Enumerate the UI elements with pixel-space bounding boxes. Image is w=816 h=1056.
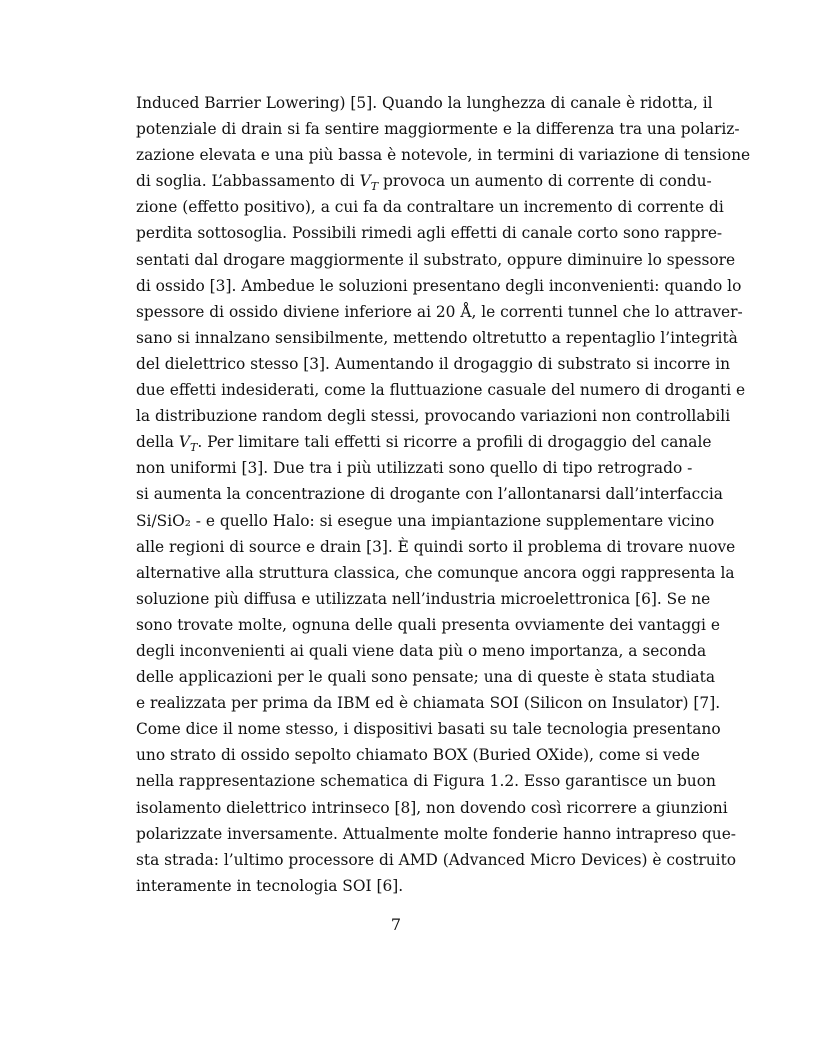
text-line: sano si innalzano sensibilmente, mettendo oltretutto a repentaglio l’integrità bbox=[136, 328, 738, 347]
text-line: di soglia. L’abbassamento di $V_T$ provoca un aumento di corrente di condu- bbox=[136, 172, 712, 194]
text-line: sentati dal drogare maggiormente il substrato, oppure diminuire lo spessore bbox=[136, 250, 736, 269]
text-line: due effetti indesiderati, come la fluttuazione casuale del numero di droganti e bbox=[136, 381, 746, 400]
text-line: si aumenta la concentrazione di drogante con l’allontanarsi dall’interfaccia bbox=[136, 485, 723, 504]
text-line: delle applicazioni per le quali sono pensate; una di queste è stata studiata bbox=[136, 668, 716, 687]
text-line: interamente in tecnologia SOI [6]. bbox=[136, 876, 404, 895]
text-line: sta strada: l’ultimo processore di AMD (Advanced Micro Devices) è costruito bbox=[136, 850, 737, 869]
text-line: degli inconvenienti ai quali viene data più o meno importanza, a seconda bbox=[136, 641, 707, 660]
text-line: potenziale di drain si fa sentire maggiormente e la differenza tra una polariz- bbox=[136, 120, 740, 139]
text-line: nella rappresentazione schematica di Figura 1.2. Esso garantisce un buon bbox=[136, 772, 716, 791]
text-line: polarizzate inversamente. Attualmente molte fonderie hanno intrapreso que- bbox=[136, 824, 737, 843]
text-line: la distribuzione random degli stessi, provocando variazioni non controllabili bbox=[136, 407, 731, 426]
text-line: zione (effetto positivo), a cui fa da contraltare un incremento di corrente di bbox=[136, 198, 724, 217]
text-line: Induced Barrier Lowering) [5]. Quando la lunghezza di canale è ridotta, il bbox=[136, 94, 713, 112]
text-line: di ossido [3]. Ambedue le soluzioni presentano degli inconvenienti: quando lo bbox=[136, 276, 742, 295]
text-line: isolamento dielettrico intrinseco [8], non dovendo così ricorrere a giunzioni bbox=[136, 798, 728, 817]
text-line: alternative alla struttura classica, che comunque ancora oggi rappresenta la bbox=[136, 563, 735, 582]
text-line: sono trovate molte, ognuna delle quali presenta ovviamente dei vantaggi e bbox=[136, 615, 720, 634]
text-line: perdita sottosoglia. Possibili rimedi agli effetti di canale corto sono rappre- bbox=[136, 224, 723, 243]
text-line: zazione elevata e una più bassa è notevole, in termini di variazione di tensione bbox=[136, 146, 751, 165]
text-line: non uniformi [3]. Due tra i più utilizzati sono quello di tipo retrogrado - bbox=[136, 459, 693, 478]
text-line: e realizzata per prima da IBM ed è chiamata SOI (Silicon on Insulator) [7]. bbox=[136, 694, 721, 713]
text-line: alle regioni di source e drain [3]. È quindi sorto il problema di trovare nuove bbox=[136, 537, 736, 556]
text-line: spessore di ossido diviene inferiore ai 20 Å, le correnti tunnel che lo attraver- bbox=[136, 302, 743, 321]
text-line: Come dice il nome stesso, i dispositivi basati su tale tecnologia presentano bbox=[136, 720, 721, 739]
text-line: del dielettrico stesso [3]. Aumentando il drogaggio di substrato si incorre in bbox=[136, 354, 731, 373]
text-line: Si/SiO₂ - e quello Halo: si esegue una impiantazione supplementare vicino bbox=[136, 511, 715, 530]
text-line: della $V_T$. Per limitare tali effetti si ricorre a profili di drogaggio del canale bbox=[136, 433, 712, 455]
text-line: soluzione più diffusa e utilizzata nell’industria microelettronica [6]. Se ne bbox=[136, 589, 711, 608]
page-number: 7 bbox=[390, 915, 402, 934]
text-line: uno strato di ossido sepolto chiamato BOX (Buried OXide), come si vede bbox=[136, 746, 700, 765]
body-paragraph bbox=[136, 90, 751, 899]
